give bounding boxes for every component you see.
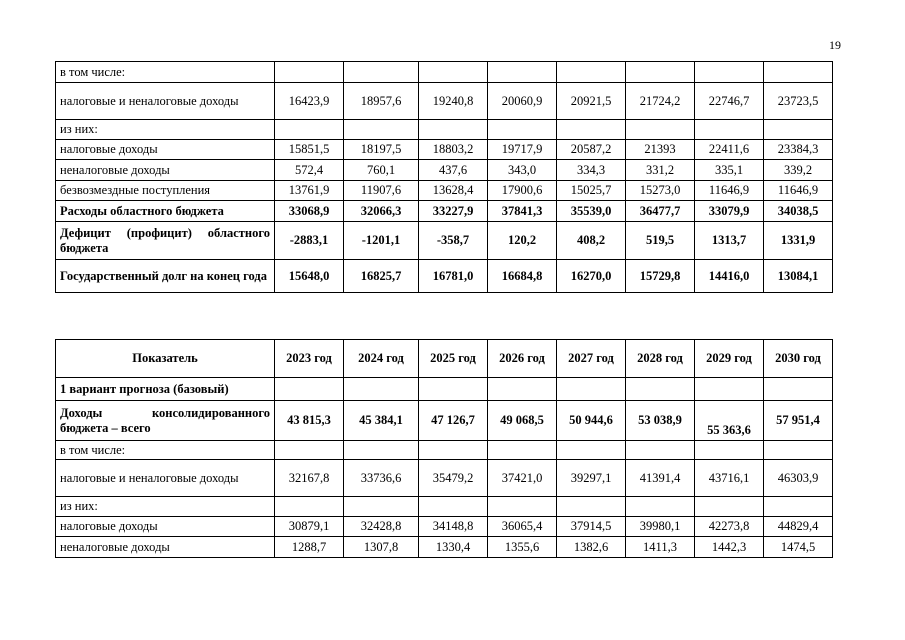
value-cell: 14416,0 [695, 260, 764, 293]
value-cell: 21724,2 [626, 83, 695, 120]
value-cell: 41391,4 [626, 460, 695, 497]
table-row [56, 401, 833, 441]
value-cell: 20060,9 [488, 83, 557, 120]
value-cell: 408,2 [557, 222, 626, 260]
table-row [56, 460, 833, 497]
value-cell: 13628,4 [419, 181, 488, 201]
value-cell: 50 944,6 [557, 401, 626, 441]
value-cell [695, 120, 764, 140]
value-cell: 37841,3 [488, 201, 557, 222]
value-cell: -1201,1 [344, 222, 419, 260]
value-cell: 18803,2 [419, 140, 488, 160]
header-indicator: Показатель [56, 340, 275, 378]
value-cell: 30879,1 [275, 517, 344, 537]
value-cell: 15025,7 [557, 181, 626, 201]
header-year: 2030 год [764, 340, 833, 378]
value-cell: 34038,5 [764, 201, 833, 222]
table-row [56, 517, 833, 537]
forecast-table [55, 339, 833, 558]
value-cell: 45 384,1 [344, 401, 419, 441]
row-label: неналоговые доходы [56, 537, 275, 558]
value-cell: 47 126,7 [419, 401, 488, 441]
table-header-row [56, 340, 833, 378]
value-cell [488, 441, 557, 460]
value-cell: 57 951,4 [764, 401, 833, 441]
header-year: 2023 год [275, 340, 344, 378]
value-cell [695, 497, 764, 517]
value-cell: 33736,6 [344, 460, 419, 497]
row-label: неналоговые доходы [56, 160, 275, 181]
value-cell: 13084,1 [764, 260, 833, 293]
value-cell: 39297,1 [557, 460, 626, 497]
value-cell: 760,1 [344, 160, 419, 181]
value-cell [695, 441, 764, 460]
value-cell: 16825,7 [344, 260, 419, 293]
value-cell [626, 378, 695, 401]
header-year: 2027 год [557, 340, 626, 378]
header-year: 2028 год [626, 340, 695, 378]
value-cell: 18197,5 [344, 140, 419, 160]
table-row [56, 497, 833, 517]
table-row [56, 441, 833, 460]
value-cell [764, 441, 833, 460]
value-cell: 44829,4 [764, 517, 833, 537]
value-cell: 11646,9 [764, 181, 833, 201]
value-cell [344, 497, 419, 517]
value-cell: 437,6 [419, 160, 488, 181]
value-cell [764, 378, 833, 401]
value-cell: 19240,8 [419, 83, 488, 120]
value-cell: 32066,3 [344, 201, 419, 222]
value-cell: 34148,8 [419, 517, 488, 537]
value-cell: 1474,5 [764, 537, 833, 558]
row-label: в том числе: [56, 62, 275, 83]
value-cell [557, 497, 626, 517]
row-label: из них: [56, 497, 275, 517]
value-cell: 35539,0 [557, 201, 626, 222]
value-cell: 1331,9 [764, 222, 833, 260]
row-label: безвозмездные поступления [56, 181, 275, 201]
value-cell: 46303,9 [764, 460, 833, 497]
value-cell [488, 120, 557, 140]
value-cell [764, 62, 833, 83]
value-cell: 1355,6 [488, 537, 557, 558]
table-row [56, 260, 833, 293]
value-cell: 120,2 [488, 222, 557, 260]
value-cell: 32428,8 [344, 517, 419, 537]
row-label: Расходы областного бюджета [56, 201, 275, 222]
value-cell: 572,4 [275, 160, 344, 181]
table-row [56, 222, 833, 260]
value-cell: 13761,9 [275, 181, 344, 201]
value-cell: 1313,7 [695, 222, 764, 260]
value-cell: 16781,0 [419, 260, 488, 293]
value-cell: 11646,9 [695, 181, 764, 201]
table-row [56, 83, 833, 120]
value-cell [626, 120, 695, 140]
value-cell: 22746,7 [695, 83, 764, 120]
value-cell [275, 62, 344, 83]
value-cell [557, 441, 626, 460]
value-cell: 20921,5 [557, 83, 626, 120]
table-row [56, 181, 833, 201]
value-cell: 22411,6 [695, 140, 764, 160]
value-cell [275, 378, 344, 401]
row-label: Государственный долг на конец года [56, 260, 275, 293]
budget-table-continued [55, 61, 833, 293]
value-cell: 339,2 [764, 160, 833, 181]
value-cell [344, 378, 419, 401]
value-cell [275, 441, 344, 460]
value-cell [488, 378, 557, 401]
page-number: 19 [829, 38, 841, 52]
row-label: налоговые и неналоговые доходы [56, 460, 275, 497]
table-row [56, 140, 833, 160]
table-row [56, 120, 833, 140]
value-cell: 43 815,3 [275, 401, 344, 441]
table-row [56, 160, 833, 181]
value-cell [695, 62, 764, 83]
value-cell [626, 62, 695, 83]
value-cell: 36477,7 [626, 201, 695, 222]
value-cell: 21393 [626, 140, 695, 160]
value-cell [488, 497, 557, 517]
row-label: Доходы консолидированного бюджета – всего [56, 401, 275, 441]
value-cell [557, 62, 626, 83]
row-label: налоговые доходы [56, 140, 275, 160]
value-cell: 15729,8 [626, 260, 695, 293]
value-cell: 1411,3 [626, 537, 695, 558]
value-cell: 20587,2 [557, 140, 626, 160]
value-cell [419, 120, 488, 140]
value-cell [419, 62, 488, 83]
value-cell: 49 068,5 [488, 401, 557, 441]
row-label: Дефицит (профицит) областного бюджета [56, 222, 275, 260]
value-cell: 55 363,6 [695, 401, 764, 441]
value-cell: 16423,9 [275, 83, 344, 120]
value-cell: 1442,3 [695, 537, 764, 558]
value-cell: -2883,1 [275, 222, 344, 260]
value-cell: 15648,0 [275, 260, 344, 293]
table-row [56, 378, 833, 401]
value-cell [488, 62, 557, 83]
value-cell [764, 497, 833, 517]
value-cell: 1288,7 [275, 537, 344, 558]
value-cell [626, 441, 695, 460]
value-cell [419, 441, 488, 460]
value-cell [344, 441, 419, 460]
value-cell: 33068,9 [275, 201, 344, 222]
value-cell [557, 378, 626, 401]
value-cell: 17900,6 [488, 181, 557, 201]
value-cell: 37914,5 [557, 517, 626, 537]
value-cell: 1382,6 [557, 537, 626, 558]
value-cell: 335,1 [695, 160, 764, 181]
value-cell: 53 038,9 [626, 401, 695, 441]
value-cell [344, 120, 419, 140]
value-cell: 42273,8 [695, 517, 764, 537]
value-cell: 43716,1 [695, 460, 764, 497]
value-cell: 1307,8 [344, 537, 419, 558]
value-cell [419, 378, 488, 401]
value-cell: 36065,4 [488, 517, 557, 537]
value-cell: 18957,6 [344, 83, 419, 120]
value-cell: -358,7 [419, 222, 488, 260]
value-cell: 11907,6 [344, 181, 419, 201]
value-cell [695, 378, 764, 401]
value-cell: 343,0 [488, 160, 557, 181]
value-cell: 519,5 [626, 222, 695, 260]
value-cell: 39980,1 [626, 517, 695, 537]
table-row [56, 201, 833, 222]
header-year: 2025 год [419, 340, 488, 378]
value-cell: 37421,0 [488, 460, 557, 497]
value-cell: 33227,9 [419, 201, 488, 222]
value-cell [344, 62, 419, 83]
value-cell [275, 497, 344, 517]
value-cell: 32167,8 [275, 460, 344, 497]
row-label: 1 вариант прогноза (базовый) [56, 378, 275, 401]
value-cell: 23723,5 [764, 83, 833, 120]
value-cell: 15273,0 [626, 181, 695, 201]
value-cell: 331,2 [626, 160, 695, 181]
header-year: 2026 год [488, 340, 557, 378]
header-year: 2024 год [344, 340, 419, 378]
value-cell: 33079,9 [695, 201, 764, 222]
row-label: в том числе: [56, 441, 275, 460]
row-label: налоговые и неналоговые доходы [56, 83, 275, 120]
value-cell [419, 497, 488, 517]
value-cell: 16684,8 [488, 260, 557, 293]
value-cell: 19717,9 [488, 140, 557, 160]
value-cell [764, 120, 833, 140]
row-label: налоговые доходы [56, 517, 275, 537]
value-cell [557, 120, 626, 140]
value-cell: 1330,4 [419, 537, 488, 558]
value-cell [275, 120, 344, 140]
table-row [56, 537, 833, 558]
value-cell: 334,3 [557, 160, 626, 181]
value-cell: 23384,3 [764, 140, 833, 160]
row-label: из них: [56, 120, 275, 140]
value-cell [626, 497, 695, 517]
header-year: 2029 год [695, 340, 764, 378]
value-cell: 15851,5 [275, 140, 344, 160]
table-row [56, 62, 833, 83]
value-cell: 16270,0 [557, 260, 626, 293]
value-cell: 35479,2 [419, 460, 488, 497]
